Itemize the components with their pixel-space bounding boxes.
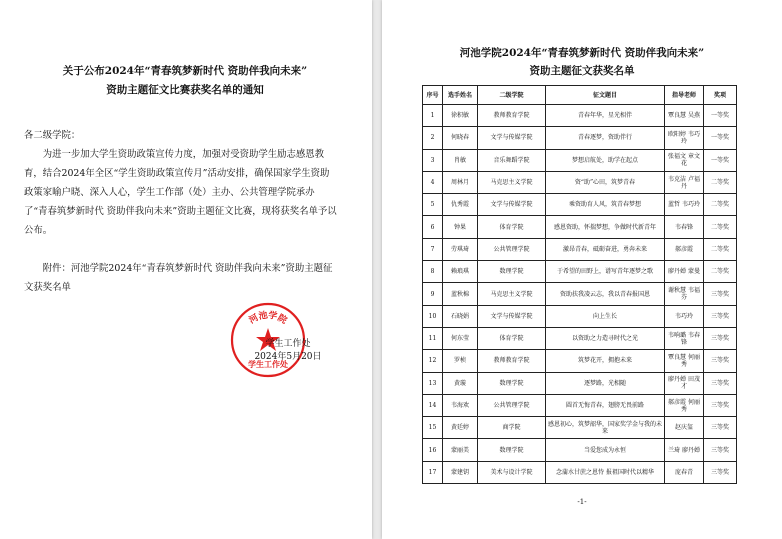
table-row [423, 305, 737, 327]
cell-essay-title: 乘资助育人风，筑青春梦想 [546, 194, 665, 216]
cell-award: 一等奖 [704, 127, 737, 149]
table-row [423, 261, 737, 283]
award-table [422, 85, 737, 484]
header-advisor: 指导老师 [665, 86, 704, 105]
cell-name: 石晓娟 [443, 305, 478, 327]
cell-index: 15 [423, 417, 443, 439]
cell-advisor: 蓝哲 韦巧玲 [665, 194, 704, 216]
cell-essay-title: 青春逐梦，资助伴行 [546, 127, 665, 149]
cell-award: 三等奖 [704, 394, 737, 416]
cell-essay-title: 于希望的田野上，谱写青年逐梦之歌 [546, 261, 665, 283]
cell-name: 肖敏 [443, 149, 478, 171]
cell-name: 何晓春 [443, 127, 478, 149]
table-row [423, 350, 737, 372]
table-row [423, 372, 737, 394]
cell-college: 体育学院 [478, 327, 546, 349]
cell-name: 蒙建钥 [443, 461, 478, 483]
notice-paragraph: 为进一步加大学生资助政策宣传力度，加强对受资助学生励志感恩教育，结合2024年全区“学生资助政策宣传月”活动安排，确保国家学生资助政策家喻户晓、深入人心，学生工作部（处）主办、公共管理学院承办了“青春筑梦新时代 资助伴我向未来”资助主题征文比赛，现将获奖名单予以公布。 [24, 149, 337, 236]
cell-index: 9 [423, 283, 443, 305]
cell-essay-title: 当爱您成为永恒 [546, 439, 665, 461]
cell-essay-title: 筑梦花开，拥抱未来 [546, 350, 665, 372]
cell-advisor: 韦克洁 卢福丹 [665, 171, 704, 193]
cell-name: 黄廷婷 [443, 417, 478, 439]
cell-index: 14 [423, 394, 443, 416]
table-row [423, 194, 737, 216]
table-row [423, 105, 737, 127]
cell-advisor: 赵庆玺 [665, 417, 704, 439]
cell-college: 数理学院 [478, 372, 546, 394]
table-row [423, 439, 737, 461]
cell-award: 三等奖 [704, 350, 737, 372]
cell-college: 美术与设计学院 [478, 461, 546, 483]
cell-award: 二等奖 [704, 216, 737, 238]
cell-college: 公共管理学院 [478, 238, 546, 260]
header-essay-title: 征文题目 [546, 86, 665, 105]
cell-name: 周林月 [443, 171, 478, 193]
cell-advisor: 郝彦霞 何丽秀 [665, 394, 704, 416]
cell-index: 12 [423, 350, 443, 372]
cell-essay-title: 以资助之力造寻时代之光 [546, 327, 665, 349]
cell-essay-title: 感恩初心，筑梦韶华，国家奖学金与我的未来 [546, 417, 665, 439]
cell-name: 徐积敏 [443, 105, 478, 127]
page-number: -1- [577, 498, 587, 506]
notice-body [24, 126, 338, 297]
cell-award: 二等奖 [704, 194, 737, 216]
cell-advisor: 庞春青 [665, 461, 704, 483]
cell-college: 公共管理学院 [478, 394, 546, 416]
cell-advisor: 张福文 章文花 [665, 149, 704, 171]
cell-index: 16 [423, 439, 443, 461]
award-list-title-line-1: 河池学院2024年“青春筑梦新时代 资助伴我向未来” [459, 47, 705, 59]
cell-index: 11 [423, 327, 443, 349]
table-row [423, 327, 737, 349]
cell-college: 体育学院 [478, 216, 546, 238]
cell-advisor: 欧阳婷 韦巧玲 [665, 127, 704, 149]
cell-essay-title: 圆首无悔青春，翅膀无畏前路 [546, 394, 665, 416]
cell-essay-title: 资助扶我凌云志，我以青春报国恩 [546, 283, 665, 305]
cell-award: 三等奖 [704, 372, 737, 394]
cell-advisor: 郝彦霞 [665, 238, 704, 260]
cell-college: 文学与传媒学院 [478, 194, 546, 216]
cell-essay-title: 念蒲水甘蔗之恩恃 报祖国时代以精华 [546, 461, 665, 483]
seal-top-text: 河池学院 [247, 310, 289, 327]
table-row [423, 394, 737, 416]
cell-college: 数理学院 [478, 439, 546, 461]
cell-index: 7 [423, 238, 443, 260]
cell-advisor: 廖丹婵 田茂才 [665, 372, 704, 394]
cell-advisor: 覃良慧 吴燕 [665, 105, 704, 127]
table-row [423, 216, 737, 238]
cell-award: 三等奖 [704, 417, 737, 439]
cell-index: 5 [423, 194, 443, 216]
cell-college: 教师教育学院 [478, 350, 546, 372]
cell-essay-title: 梦想启航处，助学在起点 [546, 149, 665, 171]
signature-date: 2024年5月20日 [254, 352, 322, 362]
cell-award: 二等奖 [704, 238, 737, 260]
cell-name: 蒙丽美 [443, 439, 478, 461]
cell-index: 1 [423, 105, 443, 127]
table-header-row [423, 86, 737, 105]
cell-college: 文学与传媒学院 [478, 305, 546, 327]
header-index: 序号 [423, 86, 443, 105]
cell-index: 2 [423, 127, 443, 149]
cell-advisor: 韦春锋 [665, 216, 704, 238]
notice-title-line-2: 资助主题征文比赛获奖名单的通知 [106, 84, 264, 96]
cell-college: 商学院 [478, 417, 546, 439]
award-list-title-line-2: 资助主题征文获奖名单 [529, 65, 635, 77]
cell-index: 3 [423, 149, 443, 171]
cell-college: 马克思主义学院 [478, 283, 546, 305]
cell-advisor: 韦响璐 韦春锋 [665, 327, 704, 349]
table-row [423, 171, 737, 193]
seal-center-text: 学生工作处 [248, 359, 288, 369]
cell-essay-title: 青春年华，星光相伴 [546, 105, 665, 127]
cell-essay-title: 逐梦路，光相随 [546, 372, 665, 394]
header-award: 奖项 [704, 86, 737, 105]
cell-essay-title: 感恩资助，怀揣梦想，争做时代新青年 [546, 216, 665, 238]
cell-index: 6 [423, 216, 443, 238]
cell-advisor: 覃良慧 何丽秀 [665, 350, 704, 372]
cell-award: 三等奖 [704, 439, 737, 461]
cell-name: 韦海欢 [443, 394, 478, 416]
cell-index: 4 [423, 171, 443, 193]
cell-name: 蓝秋棉 [443, 283, 478, 305]
table-row [423, 149, 737, 171]
cell-award: 三等奖 [704, 305, 737, 327]
cell-index: 13 [423, 372, 443, 394]
cell-advisor: 谢秋慧 韦福芬 [665, 283, 704, 305]
cell-college: 数理学院 [478, 261, 546, 283]
header-name: 选手姓名 [443, 86, 478, 105]
signature-org: 学生工作处 [265, 339, 311, 349]
cell-name: 仇秀霞 [443, 194, 478, 216]
cell-college: 音乐舞蹈学院 [478, 149, 546, 171]
cell-award: 二等奖 [704, 261, 737, 283]
table-row [423, 127, 737, 149]
cell-name: 赖琅琪 [443, 261, 478, 283]
salutation: 各二级学院： [24, 130, 81, 141]
cell-college: 马克思主义学院 [478, 171, 546, 193]
notice-page [0, 0, 372, 539]
signature-block [228, 338, 348, 378]
cell-index: 10 [423, 305, 443, 327]
cell-college: 文学与传媒学院 [478, 127, 546, 149]
header-college: 二级学院 [478, 86, 546, 105]
cell-name: 罗桢 [443, 350, 478, 372]
award-list-page [382, 0, 782, 539]
cell-award: 一等奖 [704, 149, 737, 171]
cell-essay-title: 资“助”心田，筑梦青春 [546, 171, 665, 193]
cell-index: 17 [423, 461, 443, 483]
cell-name: 劳琪琦 [443, 238, 478, 260]
cell-name: 钟果 [443, 216, 478, 238]
table-row [423, 417, 737, 439]
award-list-title [382, 44, 782, 80]
cell-advisor: 廖丹婵 蒙曼 [665, 261, 704, 283]
cell-essay-title: 向上生长 [546, 305, 665, 327]
cell-advisor: 兰琦 廖丹婵 [665, 439, 704, 461]
table-row [423, 461, 737, 483]
cell-name: 何东莹 [443, 327, 478, 349]
cell-award: 二等奖 [704, 171, 737, 193]
table-row [423, 283, 737, 305]
notice-title [20, 62, 350, 100]
award-table-body [423, 105, 737, 484]
cell-award: 一等奖 [704, 105, 737, 127]
cell-index: 8 [423, 261, 443, 283]
notice-title-line-1: 关于公布2024年“青春筑梦新时代 资助伴我向未来” [62, 65, 308, 77]
cell-award: 三等奖 [704, 461, 737, 483]
cell-advisor: 韦巧玲 [665, 305, 704, 327]
cell-college: 教师教育学院 [478, 105, 546, 127]
cell-award: 三等奖 [704, 283, 737, 305]
table-row [423, 238, 737, 260]
notice-attachment: 附件：河池学院2024年“青春筑梦新时代 资助伴我向未来”资助主题征文获奖名单 [24, 263, 333, 293]
cell-award: 三等奖 [704, 327, 737, 349]
cell-essay-title: 激昂青春，砥砺奋进，勇奔未来 [546, 238, 665, 260]
cell-name: 黄璇 [443, 372, 478, 394]
